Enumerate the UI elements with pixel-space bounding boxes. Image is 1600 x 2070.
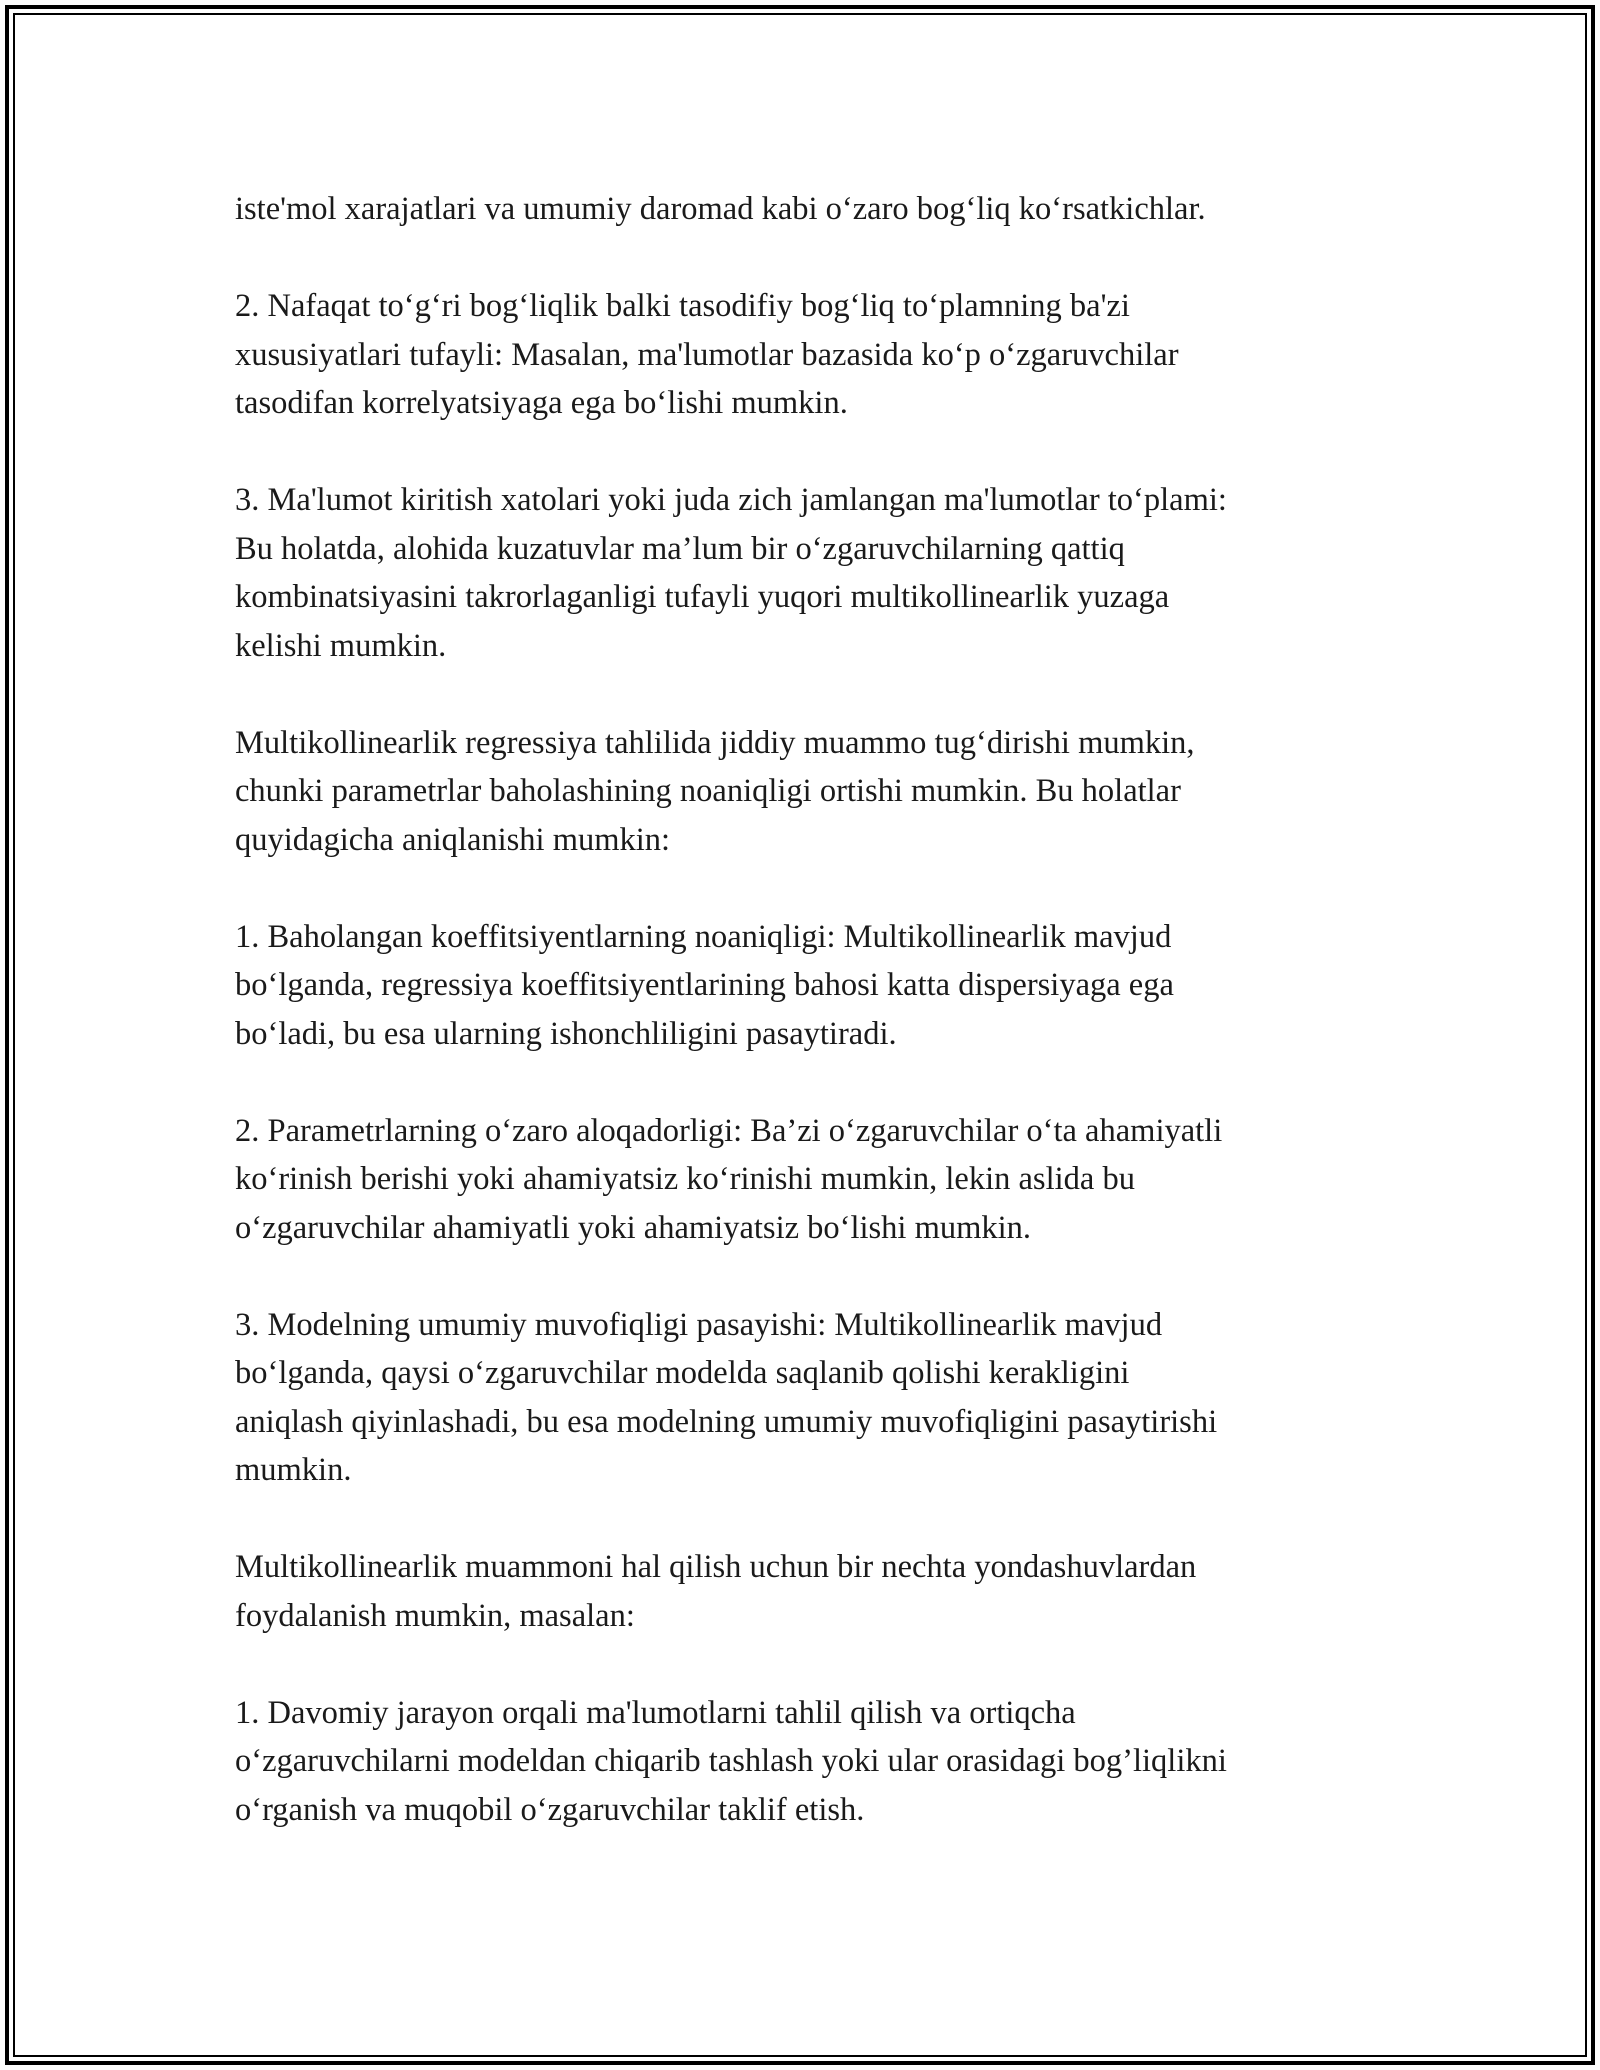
paragraph-8: Multikollinearlik muammoni hal qilish uchun bir nechta yondashuvlardan foydalanish mumkin, masalan: — [235, 1549, 1197, 1634]
paragraph-2: 2. Nafaqat to‘g‘ri bog‘liqlik balki tasodifiy bog‘liq to‘plamning ba'zi xususiyatlari tufayli: Masalan, ma'lumotlar bazasida ko‘p o‘zgaruvchilar tasodifan korrelyatsiyaga ega bo‘lishi mumkin. — [235, 288, 1179, 421]
paragraph-1: iste'mol xarajatlari va umumiy daromad kabi o‘zaro bog‘liq ko‘rsatkichlar. — [235, 191, 1206, 227]
paragraph-9: 1. Davomiy jarayon orqali ma'lumotlarni tahlil qilish va ortiqcha o‘zgaruvchilarni modeldan chiqarib tashlash yoki ular orasidagi bog’liqlikni o‘rganish va muqobil o‘zgaruvchilar taklif etish. — [235, 1694, 1227, 1828]
paragraph-5: 1. Baholangan koeffitsiyentlarning noaniqligi: Multikollinearlik mavjud bo‘lganda, regressiya koeffitsiyentlarining bahosi katta dispersiyaga ega bo‘ladi, bu esa ularning ishonchliligini pasaytiradi. — [235, 918, 1174, 1052]
paragraph-3: 3. Ma'lumot kiritish xatolari yoki juda zich jamlangan ma'lumotlar to‘plami: Bu holatda, alohida kuzatuvlar ma’lum bir o‘zgaruvchilarning qattiq kombinatsiyasini takrorlaganligi tufayli yuqori multikollinearlik yuzaga kelishi mumkin. — [235, 482, 1227, 664]
paragraph-4: Multikollinearlik regressiya tahlilida jiddiy muammo tug‘dirishi mumkin, chunki parametrlar baholashining noaniqligi ortishi mumkin. Bu holatlar quyidagicha aniqlanishi mumkin: — [235, 724, 1195, 858]
paragraph-6: 2. Parametrlarning o‘zaro aloqadorligi: Ba’zi o‘zgaruvchilar o‘ta ahamiyatli ko‘rinish berishi yoki ahamiyatsiz ko‘rinishi mumkin, lekin aslida bu o‘zgaruvchilar ahamiyatli yoki ahamiyatsiz bo‘lishi mumkin. — [235, 1112, 1223, 1246]
paragraph-7: 3. Modelning umumiy muvofiqligi pasayishi: Multikollinearlik mavjud bo‘lganda, qaysi o‘zgaruvchilar modelda saqlanib qolishi kerakligini aniqlash qiyinlashadi, bu esa modelning umumiy muvofiqligini pasaytirishi mumkin. — [235, 1306, 1218, 1488]
document-body — [235, 185, 1375, 1883]
